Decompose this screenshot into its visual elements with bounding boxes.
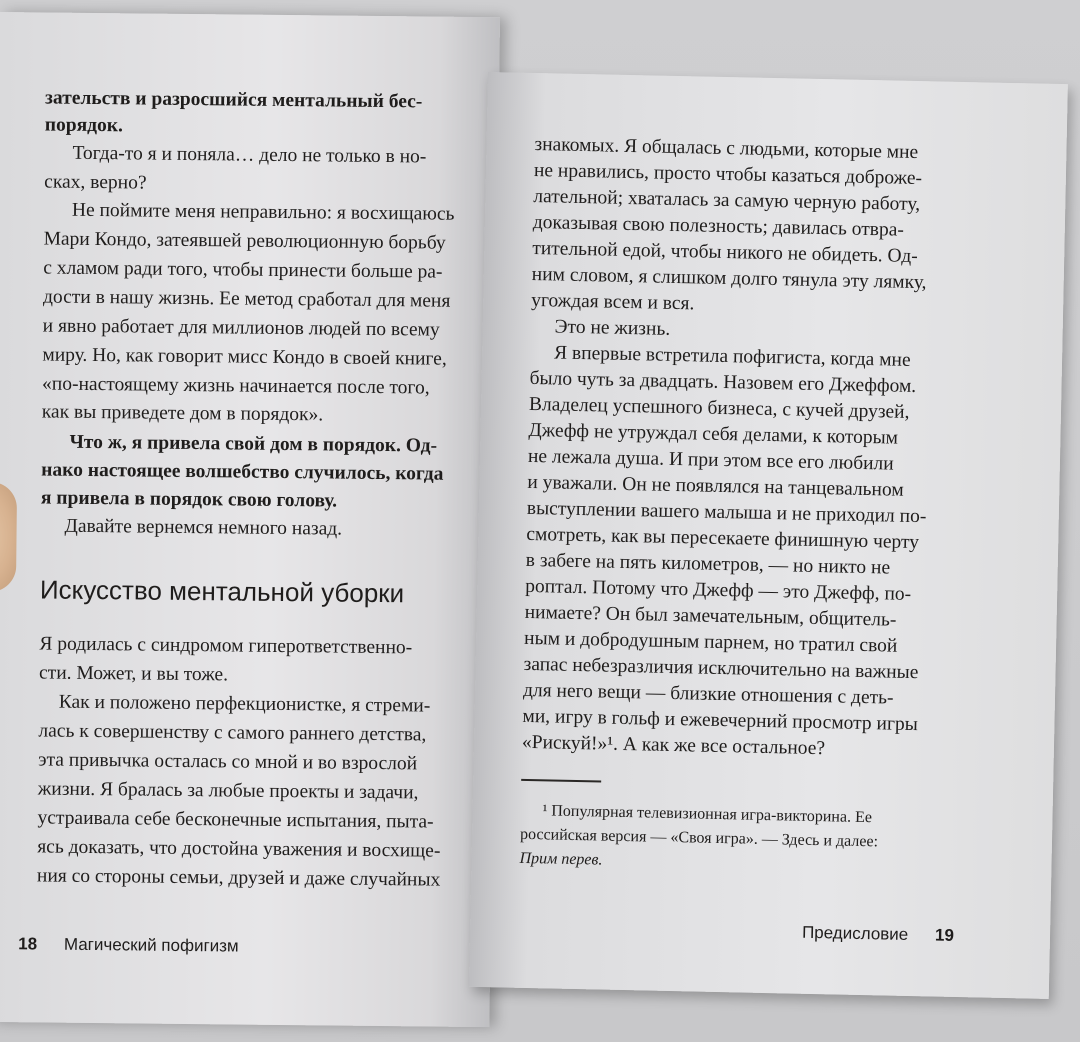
left-page-text — [36, 87, 485, 891]
text-line: знакомых. Я общалась с людьми, которые мне — [534, 133, 919, 164]
text-line: миру. Но, как говорит мисс Кондо в своей книге, — [42, 344, 447, 370]
text-line: ясь доказать, что достойна уважения и восхище- — [37, 836, 441, 862]
text-line: как вы приведете дом в порядок». — [41, 401, 324, 426]
text-line: Не поймите меня неправильно: я восхищаюсь — [71, 199, 455, 225]
text-line: не лежала душа. И при этом все его любили — [527, 445, 894, 475]
text-line: «Рискуй!»¹. А как же все остальное? — [521, 731, 826, 760]
running-title: Магический пофигизм — [63, 934, 239, 956]
text-line: устраивала себе бесконечные испытания, пыта- — [37, 807, 434, 833]
text-line: угождая всем и вся. — [531, 289, 695, 315]
footnote-line: Прим перев. — [519, 849, 603, 869]
text-line: эта привычка осталась со мной и во взрослой — [38, 749, 418, 775]
text-line: запас небезразличия исключительно на важные — [523, 653, 919, 684]
text-line: для него вещи — близкие отношения с деть- — [522, 679, 894, 709]
right-page-text — [519, 133, 1055, 869]
text-line: нимаете? Он был замечательным, общитель- — [524, 601, 897, 631]
text-line: не нравились, просто чтобы казаться доброже- — [533, 159, 923, 190]
page-number: 18 — [18, 934, 38, 954]
text-line: Мари Кондо, затеявшей революционную борьбу — [43, 228, 446, 254]
text-line: ным и добродушным парнем, но тратил свой — [523, 627, 898, 657]
text-line: в забеге на пять километров, — но никто не — [525, 549, 891, 579]
text-line: сках, верно? — [44, 171, 147, 194]
text-line: смотреть, как вы пересекаете финишную черту — [526, 523, 920, 554]
text-line: Джефф не утруждал себя делами, к которым — [528, 419, 899, 449]
text-line: тительной едой, чтобы никого не обидеть. Од- — [532, 237, 918, 268]
text-line: ми, игру в гольф и ежевечерний просмотр игры — [522, 705, 919, 736]
text-line: и явно работает для миллионов людей по всему — [42, 315, 440, 341]
text-line: жизни. Я бралась за любые проекты и задачи, — [37, 778, 419, 804]
text-line: Владелец успешного бизнеса, с кучей друзей, — [528, 393, 910, 423]
text-line: с хламом ради того, чтобы принести больше ра- — [43, 257, 443, 283]
right-page — [469, 72, 1068, 999]
text-line: роптал. Потому что Джефф — это Джефф, по- — [525, 575, 912, 605]
text-line: Я впервые встретила пофигиста, когда мне — [553, 342, 911, 371]
text-line: дости в нашу жизнь. Ее метод сработал для меня — [42, 286, 451, 312]
text-line: лась к совершенству с самого раннего детства, — [38, 720, 427, 746]
left-folio — [18, 934, 239, 956]
finger — [0, 482, 17, 593]
text-line: сти. Может, и вы тоже. — [38, 662, 229, 686]
text-line: ния со стороны семьи, друзей и даже случайных — [36, 865, 441, 891]
running-title: Предисловие — [801, 922, 909, 944]
right-folio — [802, 923, 954, 946]
text-line: Это не жизнь. — [554, 316, 671, 340]
text-line: Как и положено перфекционистке, я стреми- — [58, 691, 431, 717]
text-line: Я родилась с синдромом гиперответственно- — [39, 633, 413, 659]
text-line: Давайте вернемся немного назад. — [64, 515, 343, 540]
page-number: 19 — [934, 925, 955, 945]
text-line: я привела в порядок свою голову. — [40, 487, 338, 512]
text-line: порядок. — [44, 114, 124, 137]
section-heading: Искусство ментальной уборки — [39, 574, 405, 609]
text-line: ним словом, я слишком долго тянула эту лямку, — [531, 263, 927, 294]
footnote-line: российская версия — «Своя игра». — Здесь и далее: — [519, 825, 879, 851]
footnote-rule — [521, 779, 601, 782]
left-page — [0, 12, 500, 1027]
text-line: было чуть за двадцать. Назовем его Джеффом. — [529, 367, 917, 398]
text-line: Что ж, я привела свой дом в порядок. Од- — [69, 431, 438, 457]
footnote-line: ¹ Популярная телевизионная игра-викторина. Ее — [542, 802, 873, 827]
text-line: зательств и разросшийся ментальный бес- — [44, 87, 423, 113]
text-line: выступлении вашего малыша и не приходил по- — [526, 497, 927, 528]
text-line: и уважали. Он не появлялся на танцевальном — [527, 471, 904, 501]
text-line: Тогда-то я и поняла… дело не только в но- — [72, 142, 427, 168]
text-line: нако настоящее волшебство случилось, когда — [41, 459, 444, 485]
text-line: лательной; хваталась за самую черную работу, — [533, 185, 921, 216]
text-line: «по-настоящему жизнь начинается после того, — [41, 373, 430, 399]
text-line: доказывая свою полезность; давилась отвра- — [532, 211, 905, 241]
